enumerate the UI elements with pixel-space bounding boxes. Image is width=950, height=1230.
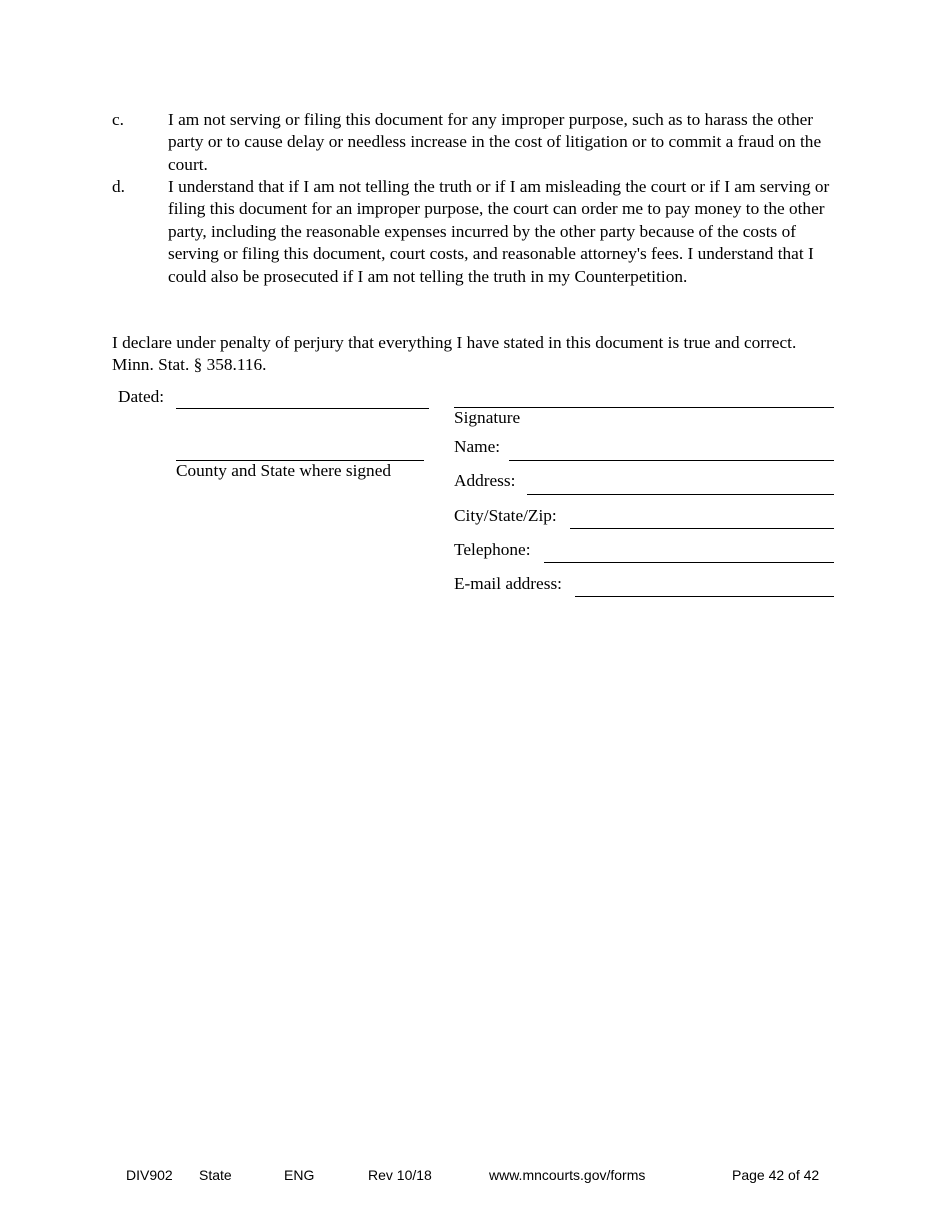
- name-label: Name:: [454, 437, 501, 456]
- footer-url[interactable]: www.mncourts.gov/forms: [489, 1167, 646, 1183]
- list-item-text: I understand that if I am not telling the truth or if I am misleading the court or if I am serving or filing this document for an improper purpose, the court can order me to pay money to the other party, including the reasonable expenses incurred by the other party because of the costs of serving or filing this document, court costs, and reasonable attorney's fees. I understand that I could also be prosecuted if I am not telling the truth in my Counterpetition.: [168, 177, 830, 286]
- dated-label: Dated:: [118, 387, 165, 406]
- name-field[interactable]: [509, 460, 834, 461]
- footer-page-number: Page 42 of 42: [732, 1167, 820, 1183]
- footer-state: State: [199, 1167, 232, 1183]
- email-field[interactable]: [575, 596, 834, 597]
- telephone-label: Telephone:: [454, 540, 531, 559]
- city-state-zip-label: City/State/Zip:: [454, 506, 557, 525]
- dated-field[interactable]: [176, 408, 429, 409]
- signature-label: Signature: [454, 408, 521, 427]
- footer-form-id: DIV902: [126, 1167, 173, 1183]
- list-marker: c.: [112, 110, 124, 129]
- county-state-label: County and State where signed: [176, 461, 392, 480]
- email-label: E-mail address:: [454, 574, 562, 593]
- footer-language: ENG: [284, 1167, 315, 1183]
- list-item-text: I am not serving or filing this document for any improper purpose, such as to harass the other party or to cause delay or needless increase in the cost of litigation or to commit a fraud on the court.: [168, 110, 822, 174]
- address-field[interactable]: [527, 494, 834, 495]
- footer-revision: Rev 10/18: [368, 1167, 432, 1183]
- list-marker: d.: [112, 177, 125, 196]
- city-state-zip-field[interactable]: [570, 528, 834, 529]
- address-label: Address:: [454, 471, 516, 490]
- telephone-field[interactable]: [544, 562, 834, 563]
- perjury-declaration: I declare under penalty of perjury that everything I have stated in this document is true and correct. Minn. Stat. § 358.116.: [112, 333, 797, 375]
